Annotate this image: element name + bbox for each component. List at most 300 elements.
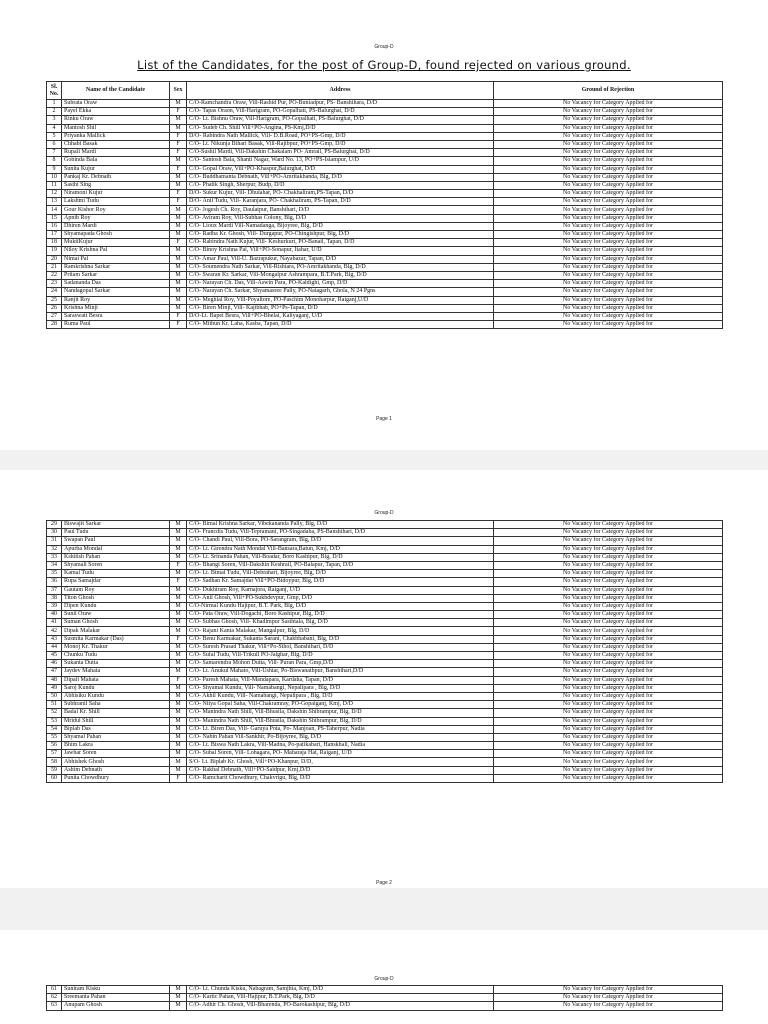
cell-sex: F <box>170 165 187 173</box>
cell-sex: M <box>170 619 187 627</box>
cell-candidate-name: Titon Ghosh <box>62 594 170 602</box>
cell-candidate-name: Priyanka Mallick <box>62 132 170 140</box>
cell-sl-no: 36 <box>47 578 62 586</box>
cell-candidate-name: Chunku Tudu <box>62 652 170 660</box>
table-row <box>47 627 723 635</box>
cell-address: C/O- Sadhan Kr. Samajdar Vill+PO-Bidoypur, Blg, D/D <box>187 578 494 586</box>
cell-sex: M <box>170 206 187 214</box>
cell-sex: M <box>170 296 187 304</box>
cell-candidate-name: Anupam Ghosh <box>62 1002 170 1010</box>
cell-sl-no: 27 <box>47 312 62 320</box>
cell-sex: M <box>170 255 187 263</box>
cell-rejection-ground: No Vacancy for Category Applied for <box>494 774 723 782</box>
cell-address: C/O- Lt. Girendra Nath Mondal Vill-Bansara,Batun, Kmj, D/D <box>187 545 494 553</box>
cell-rejection-ground: No Vacancy for Category Applied for <box>494 255 723 263</box>
cell-rejection-ground: No Vacancy for Category Applied for <box>494 181 723 189</box>
cell-rejection-ground: No Vacancy for Category Applied for <box>494 553 723 561</box>
cell-candidate-name: Apurba Mondal <box>62 545 170 553</box>
cell-rejection-ground: No Vacancy for Category Applied for <box>494 733 723 741</box>
cell-rejection-ground: No Vacancy for Category Applied for <box>494 1002 723 1010</box>
table-row <box>47 652 723 660</box>
cell-rejection-ground: No Vacancy for Category Applied for <box>494 725 723 733</box>
cell-sex: F <box>170 676 187 684</box>
cell-candidate-name: Shyamal Pahan <box>62 733 170 741</box>
cell-sl-no: 9 <box>47 165 62 173</box>
table-row <box>47 692 723 700</box>
table-row <box>47 304 723 312</box>
cell-address: C/O- Lt. Srinanda Pahan, Vill-Boadar, Boro Kashipur, Blg, D/D <box>187 553 494 561</box>
table-row <box>47 321 723 329</box>
cell-address: D/O-Lt. Bapei Besra, Vill+PO-Bhelai, Kaliyaganj, U/D <box>187 312 494 320</box>
table-row <box>47 529 723 537</box>
cell-rejection-ground: No Vacancy for Category Applied for <box>494 165 723 173</box>
cell-address: C/O- Lioux Mardi Vill-Namadanga, Bijoyree, Blg, D/D <box>187 222 494 230</box>
cell-address: C/O- Ramcharit Chowdhury, Chakvrigu, Blg, D/D <box>187 774 494 782</box>
cell-sl-no: 19 <box>47 247 62 255</box>
cell-sex: M <box>170 758 187 766</box>
cell-rejection-ground: No Vacancy for Category Applied for <box>494 635 723 643</box>
cell-sex: F <box>170 578 187 586</box>
table-row <box>47 545 723 553</box>
table-row <box>47 578 723 586</box>
cell-address: C/O- Anil Ghosh, Vill+PO-Sukhdevpur, Gmp, D/D <box>187 594 494 602</box>
cell-rejection-ground: No Vacancy for Category Applied for <box>494 239 723 247</box>
cell-candidate-name: Shyamali Soren <box>62 561 170 569</box>
cell-sex: M <box>170 750 187 758</box>
cell-sex: M <box>170 537 187 545</box>
cell-sex: F <box>170 321 187 329</box>
cell-candidate-name: Suman Ghosh <box>62 619 170 627</box>
table-header-row <box>47 82 723 100</box>
cell-candidate-name: Sreemanta Pahan <box>62 994 170 1002</box>
cell-candidate-name: Subrata Oraw <box>62 100 170 108</box>
table-row <box>47 701 723 709</box>
cell-candidate-name: Sadananda Das <box>62 280 170 288</box>
cell-address: C/O- Bhangi Soren, Vill-Dakshin Keshrail, PO-Balapur, Tapan, D/D <box>187 561 494 569</box>
table-row <box>47 521 723 529</box>
cell-address: C/O- Binoy Krishna Pal, Vill+PO-Sonapur, Itahar, U/D <box>187 247 494 255</box>
table-row <box>47 190 723 198</box>
cell-sex: F <box>170 774 187 782</box>
table-row <box>47 553 723 561</box>
cell-address: C/O- Lt. Nikunja Bihari Basak, Vill-Rajibpur, PO+PS-Gmp, D/D <box>187 140 494 148</box>
cell-sl-no: 15 <box>47 214 62 222</box>
cell-rejection-ground: No Vacancy for Category Applied for <box>494 206 723 214</box>
cell-sl-no: 45 <box>47 652 62 660</box>
cell-sex: M <box>170 709 187 717</box>
cell-sex: F <box>170 312 187 320</box>
table-row <box>47 986 723 994</box>
cell-candidate-name: Saroj Kundu <box>62 684 170 692</box>
cell-candidate-name: Krishna Minji <box>62 304 170 312</box>
cell-address: C/O- Soumendra Nath Sarkar, Vill-Rishtara, PO-Amritakhanda, Blg, D/D <box>187 263 494 271</box>
cell-sl-no: 46 <box>47 660 62 668</box>
table-row <box>47 611 723 619</box>
cell-sex: M <box>170 733 187 741</box>
cell-rejection-ground: No Vacancy for Category Applied for <box>494 994 723 1002</box>
cell-rejection-ground: No Vacancy for Category Applied for <box>494 108 723 116</box>
table-row <box>47 255 723 263</box>
cell-sex: M <box>170 602 187 610</box>
cell-address: C/O- Santosh Bala, Shanti Nagar, Ward No. 13, PO+PS-Islampur, U/D <box>187 157 494 165</box>
document-page-2 <box>0 470 768 888</box>
table-row <box>47 108 723 116</box>
cell-rejection-ground: No Vacancy for Category Applied for <box>494 140 723 148</box>
table-row <box>47 312 723 320</box>
candidates-table <box>46 81 723 329</box>
cell-sl-no: 28 <box>47 321 62 329</box>
cell-sl-no: 25 <box>47 296 62 304</box>
cell-sl-no: 13 <box>47 198 62 206</box>
cell-rejection-ground: No Vacancy for Category Applied for <box>494 578 723 586</box>
cell-sex: M <box>170 684 187 692</box>
cell-candidate-name: Niloy Krishna Pal <box>62 247 170 255</box>
cell-sl-no: 37 <box>47 586 62 594</box>
cell-candidate-name: Nimai Pal <box>62 255 170 263</box>
table-row <box>47 288 723 296</box>
cell-candidate-name: Rupa Samajdar <box>62 578 170 586</box>
cell-rejection-ground: No Vacancy for Category Applied for <box>494 231 723 239</box>
cell-address: C/O- Subal Soren, Vill- Lohagara, PO- Maharaja Hat, Raiganj, U/D <box>187 750 494 758</box>
cell-sex: M <box>170 124 187 132</box>
table-row <box>47 149 723 157</box>
table-row <box>47 733 723 741</box>
cell-candidate-name: Kshitish Pahan <box>62 553 170 561</box>
cell-sex: F <box>170 190 187 198</box>
cell-sl-no: 10 <box>47 173 62 181</box>
table-row <box>47 296 723 304</box>
cell-sl-no: 56 <box>47 742 62 750</box>
table-row <box>47 994 723 1002</box>
cell-sl-no: 41 <box>47 619 62 627</box>
table-row <box>47 643 723 651</box>
cell-rejection-ground: No Vacancy for Category Applied for <box>494 742 723 750</box>
cell-rejection-ground: No Vacancy for Category Applied for <box>494 561 723 569</box>
cell-address: C/O- Radha Kr. Ghosh, Vill- Durgapur, PO-Chingishpur, Blg, D/D <box>187 231 494 239</box>
table-row <box>47 198 723 206</box>
candidates-table <box>46 985 723 1011</box>
table-row <box>47 206 723 214</box>
cell-sex: M <box>170 643 187 651</box>
cell-sex: M <box>170 766 187 774</box>
cell-sl-no: 43 <box>47 635 62 643</box>
table-row <box>47 239 723 247</box>
cell-sex: M <box>170 529 187 537</box>
cell-address: C/O- Nitya Gopal Saha, Vill-Chakramray, PO-Gopalganj, Kmj, D/D <box>187 701 494 709</box>
table-row <box>47 725 723 733</box>
page-footer: Page 1 <box>376 416 392 422</box>
cell-sl-no: 8 <box>47 157 62 165</box>
page-header: Group-D <box>374 44 394 50</box>
cell-sl-no: 26 <box>47 304 62 312</box>
document-page-1 <box>0 0 768 450</box>
cell-candidate-name: Gautam Roy <box>62 586 170 594</box>
cell-candidate-name: Dipali Mahata <box>62 676 170 684</box>
table-row <box>47 684 723 692</box>
cell-rejection-ground: No Vacancy for Category Applied for <box>494 312 723 320</box>
cell-sex: M <box>170 701 187 709</box>
cell-rejection-ground: No Vacancy for Category Applied for <box>494 717 723 725</box>
cell-sex: M <box>170 521 187 529</box>
cell-rejection-ground: No Vacancy for Category Applied for <box>494 173 723 181</box>
cell-sex: F <box>170 108 187 116</box>
cell-candidate-name: Pritam Sarkar <box>62 271 170 279</box>
cell-sex: M <box>170 652 187 660</box>
cell-address: C/O- Shyamal Kundu, Vill- Namabangi, Nepalipara , Blg, D/D <box>187 684 494 692</box>
cell-rejection-ground: No Vacancy for Category Applied for <box>494 758 723 766</box>
cell-candidate-name: Paul Tudu <box>62 529 170 537</box>
cell-sl-no: 35 <box>47 570 62 578</box>
cell-sex: M <box>170 660 187 668</box>
column-header-address: Address <box>187 82 494 100</box>
cell-sex: F <box>170 198 187 206</box>
cell-address: C/O- Lt. Anukul Mahato, Vill-Ushtar, Po-Biswanathpur, Banshihari,D/D <box>187 668 494 676</box>
cell-sex: F <box>170 239 187 247</box>
cell-rejection-ground: No Vacancy for Category Applied for <box>494 709 723 717</box>
column-header-ground: Ground of Rejection <box>494 82 723 100</box>
table-row <box>47 758 723 766</box>
cell-sex: M <box>170 116 187 124</box>
cell-address: C/O- Dukhiram Roy, Karnajora, Raiganj, U/D <box>187 586 494 594</box>
cell-rejection-ground: No Vacancy for Category Applied for <box>494 652 723 660</box>
cell-sex: M <box>170 181 187 189</box>
cell-sl-no: 57 <box>47 750 62 758</box>
cell-sex: M <box>170 247 187 255</box>
table-row <box>47 181 723 189</box>
cell-sex: M <box>170 263 187 271</box>
cell-rejection-ground: No Vacancy for Category Applied for <box>494 190 723 198</box>
cell-sl-no: 30 <box>47 529 62 537</box>
cell-candidate-name: Dipak Malakar <box>62 627 170 635</box>
cell-candidate-name: Jaydev Mahata <box>62 668 170 676</box>
table-row <box>47 709 723 717</box>
table-row <box>47 668 723 676</box>
cell-rejection-ground: No Vacancy for Category Applied for <box>494 627 723 635</box>
cell-sex: M <box>170 692 187 700</box>
table-row <box>47 561 723 569</box>
cell-rejection-ground: No Vacancy for Category Applied for <box>494 214 723 222</box>
cell-candidate-name: Payel Ekka <box>62 108 170 116</box>
cell-candidate-name: Susmita Karmakar (Das) <box>62 635 170 643</box>
cell-rejection-ground: No Vacancy for Category Applied for <box>494 643 723 651</box>
table-row <box>47 676 723 684</box>
cell-sex: M <box>170 271 187 279</box>
table-row <box>47 619 723 627</box>
cell-candidate-name: Badal Kr. Shill <box>62 709 170 717</box>
cell-address: C/O- Lt. Biswa Nath Lakra, Vill-Madna, Po-patikabari, Hanskhali, Nadia <box>187 742 494 750</box>
cell-sex: M <box>170 742 187 750</box>
cell-address: C/O- Meghlal Roy, Vill-Poyaltore, PO-Paschim Monoharpur, Raiganj,U/D <box>187 296 494 304</box>
cell-sex: M <box>170 717 187 725</box>
cell-sl-no: 51 <box>47 701 62 709</box>
page-footer: Page 2 <box>376 880 392 886</box>
cell-rejection-ground: No Vacancy for Category Applied for <box>494 766 723 774</box>
page-header: Group-D <box>374 976 394 982</box>
cell-sl-no: 21 <box>47 263 62 271</box>
cell-sl-no: 48 <box>47 676 62 684</box>
table-row <box>47 100 723 108</box>
cell-rejection-ground: No Vacancy for Category Applied for <box>494 521 723 529</box>
cell-sex: M <box>170 611 187 619</box>
cell-address: C/O- Lt. Biren Das, Vill- Garuya Pota, Po- Manjoan, PS-Taherpur, Nadia <box>187 725 494 733</box>
cell-sl-no: 16 <box>47 222 62 230</box>
cell-address: S/O- Lt. Biplab Kr. Ghosh, Vill+PO-Khanpur, D/D, <box>187 758 494 766</box>
cell-address: C/O- Manindra Nath Shill, Vill-Bhusila, Dakshin Shibrampur, Blg, D/D <box>187 717 494 725</box>
cell-address: C/O- Lt. Bimal Tudu, Vill-Debrahari, Bijoyree, Blg, D/D <box>187 570 494 578</box>
cell-candidate-name: Sunita Kujur <box>62 165 170 173</box>
cell-sex: M <box>170 725 187 733</box>
cell-address: C/O- Pata Oraw, Vill-Dogachi, Boro Kashipur, Blg, D/D <box>187 611 494 619</box>
cell-candidate-name: Biplab Das <box>62 725 170 733</box>
cell-candidate-name: Sunil Oraw <box>62 611 170 619</box>
cell-sl-no: 11 <box>47 181 62 189</box>
cell-rejection-ground: No Vacancy for Category Applied for <box>494 149 723 157</box>
cell-sex: M <box>170 545 187 553</box>
cell-sex: F <box>170 149 187 157</box>
cell-rejection-ground: No Vacancy for Category Applied for <box>494 570 723 578</box>
table-row <box>47 766 723 774</box>
cell-address: C/O- Adhir Ch. Ghosh, Vill-Bharenda, PO-Barokashipur, Blg, D/D <box>187 1002 494 1010</box>
cell-address: D/O- Rabindra Nath Mallick, Vill- D.B.Road, PO+PS-Gmp, D/D <box>187 132 494 140</box>
cell-address: C/O- Mithun Kr. Laha, Kasba, Tapan, D/D <box>187 321 494 329</box>
cell-sl-no: 52 <box>47 709 62 717</box>
cell-sl-no: 40 <box>47 611 62 619</box>
cell-rejection-ground: No Vacancy for Category Applied for <box>494 100 723 108</box>
cell-candidate-name: Ramkrishna Sarkar <box>62 263 170 271</box>
cell-rejection-ground: No Vacancy for Category Applied for <box>494 296 723 304</box>
cell-rejection-ground: No Vacancy for Category Applied for <box>494 692 723 700</box>
cell-rejection-ground: No Vacancy for Category Applied for <box>494 660 723 668</box>
cell-address: C/O- Samarendra Mohon Dutta, Vill- Puran Para, Gmp,D/D <box>187 660 494 668</box>
cell-sex: M <box>170 100 187 108</box>
cell-sl-no: 61 <box>47 986 62 994</box>
cell-sl-no: 49 <box>47 684 62 692</box>
cell-address: C/O-Ramchandra Oraw, Vill-Rashid Pur, PO-Buniadpur, PS- Banshihara, D/D <box>187 100 494 108</box>
cell-candidate-name: Nandagopal Sarkar <box>62 288 170 296</box>
cell-candidate-name: Sukanta Dutta <box>62 660 170 668</box>
cell-sl-no: 47 <box>47 668 62 676</box>
cell-sl-no: 23 <box>47 280 62 288</box>
table-row <box>47 635 723 643</box>
cell-address: C/O- Rabindra Nath Kujur, Vill- Keshurkuri, PO-Banail, Tapan, D/D <box>187 239 494 247</box>
cell-sl-no: 5 <box>47 132 62 140</box>
table-row <box>47 742 723 750</box>
cell-candidate-name: Apnib Roy <box>62 214 170 222</box>
cell-sl-no: 54 <box>47 725 62 733</box>
cell-candidate-name: MuktiKujur <box>62 239 170 247</box>
cell-sl-no: 34 <box>47 561 62 569</box>
cell-sex: M <box>170 668 187 676</box>
cell-rejection-ground: No Vacancy for Category Applied for <box>494 529 723 537</box>
cell-address: C/O- Biren Minji, Vill- Kajibhab, PO+Ps-Tapan, D/D <box>187 304 494 312</box>
cell-sl-no: 18 <box>47 239 62 247</box>
cell-candidate-name: Bhim Lakra <box>62 742 170 750</box>
cell-sex: M <box>170 570 187 578</box>
cell-rejection-ground: No Vacancy for Category Applied for <box>494 116 723 124</box>
cell-sl-no: 62 <box>47 994 62 1002</box>
cell-address: C/O- Lt. Chunda Kisku, Nabagram, Samjhia, Kmj, D/D <box>187 986 494 994</box>
cell-sex: M <box>170 280 187 288</box>
cell-sl-no: 12 <box>47 190 62 198</box>
cell-sl-no: 22 <box>47 271 62 279</box>
cell-sex: M <box>170 553 187 561</box>
cell-address: C/O- Rakhal Debnath, Vill+PO-Saidpur, Kmj,D/D <box>187 766 494 774</box>
cell-candidate-name: Swapan Paul <box>62 537 170 545</box>
cell-address: C/O- Aviram Roy, Vill-Subhas Colony, Blg, D/D <box>187 214 494 222</box>
cell-sl-no: 32 <box>47 545 62 553</box>
cell-sl-no: 17 <box>47 231 62 239</box>
cell-candidate-name: Ranjit Roy <box>62 296 170 304</box>
cell-candidate-name: Ashim Debnath <box>62 766 170 774</box>
cell-sex: M <box>170 288 187 296</box>
cell-sex: M <box>170 1002 187 1010</box>
cell-sex: M <box>170 214 187 222</box>
cell-rejection-ground: No Vacancy for Category Applied for <box>494 537 723 545</box>
cell-candidate-name: Suniram Kisku <box>62 986 170 994</box>
cell-address: C/O- Manindra Nath Shill, Vill-Bhusila, Dakshin Shibrampur, Blg, D/D <box>187 709 494 717</box>
cell-sl-no: 29 <box>47 521 62 529</box>
cell-rejection-ground: No Vacancy for Category Applied for <box>494 271 723 279</box>
cell-sex: M <box>170 986 187 994</box>
cell-candidate-name: Lakshmi Tudu <box>62 198 170 206</box>
cell-candidate-name: Biswajit Sarkar <box>62 521 170 529</box>
table-row <box>47 214 723 222</box>
cell-sl-no: 31 <box>47 537 62 545</box>
table-row <box>47 124 723 132</box>
cell-address: C/O-Nirmal Kundu Hajipur, B.T. Park, Blg, D/D <box>187 602 494 610</box>
cell-rejection-ground: No Vacancy for Category Applied for <box>494 247 723 255</box>
cell-candidate-name: Abhishek Ghosh <box>62 758 170 766</box>
cell-candidate-name: Niramoni Kujur <box>62 190 170 198</box>
cell-sex: M <box>170 222 187 230</box>
column-header-sl: Sl. No. <box>47 82 62 100</box>
cell-address: C/O-Sushil Mardi, Vill-Dakshin Chakalam PO- Amrail, PS-Balurghat, D/D <box>187 149 494 157</box>
cell-address: C/O- Subhas Ghosh, Vill- Khadimpur Sasthtala, Blg, D/D <box>187 619 494 627</box>
cell-candidate-name: Punita Chowdhury <box>62 774 170 782</box>
cell-address: C/O- Swaran Kr. Sarkar, Vill-Mongalpur Ashrampara, B.T.Park, Blg, D/D <box>187 271 494 279</box>
cell-sl-no: 4 <box>47 124 62 132</box>
cell-rejection-ground: No Vacancy for Category Applied for <box>494 611 723 619</box>
cell-sl-no: 20 <box>47 255 62 263</box>
cell-address: C/O- Paresh Mahata, Vill-Mandapara, Kardaha, Tapan, D/D <box>187 676 494 684</box>
cell-rejection-ground: No Vacancy for Category Applied for <box>494 750 723 758</box>
document-title: List of the Candidates, for the post of Group-D, found rejected on various ground. <box>137 58 631 72</box>
cell-address: C/O- Phatik Singh, Sherpur, Budp, D/D <box>187 181 494 189</box>
cell-address: C/O- Jogesh Ch. Roy, Daulatpur, Banshihari, D/D <box>187 206 494 214</box>
cell-sex: F <box>170 140 187 148</box>
cell-address: C/O- Sudeb Ch. Shill Vill+PO-Angina, PS-Kmj,D/D <box>187 124 494 132</box>
table-row <box>47 263 723 271</box>
table-row <box>47 157 723 165</box>
cell-candidate-name: Mantosh Shil <box>62 124 170 132</box>
cell-sl-no: 24 <box>47 288 62 296</box>
table-row <box>47 586 723 594</box>
cell-candidate-name: Saraswati Besra <box>62 312 170 320</box>
cell-sex: F <box>170 561 187 569</box>
cell-sex: M <box>170 994 187 1002</box>
table-row <box>47 116 723 124</box>
table-row <box>47 570 723 578</box>
cell-address: C/O- Chandi Paul, Vill-Bora, PO-Sarangram, Blg, D/D <box>187 537 494 545</box>
cell-rejection-ground: No Vacancy for Category Applied for <box>494 288 723 296</box>
cell-address: C/O- Tapas Oraon, Vill-Harigram, PO-Gopalhati, PS-Balurghat, D/D <box>187 108 494 116</box>
cell-sl-no: 63 <box>47 1002 62 1010</box>
cell-sl-no: 50 <box>47 692 62 700</box>
cell-sl-no: 42 <box>47 627 62 635</box>
cell-candidate-name: Jawhar Soren <box>62 750 170 758</box>
cell-rejection-ground: No Vacancy for Category Applied for <box>494 304 723 312</box>
cell-sl-no: 58 <box>47 758 62 766</box>
